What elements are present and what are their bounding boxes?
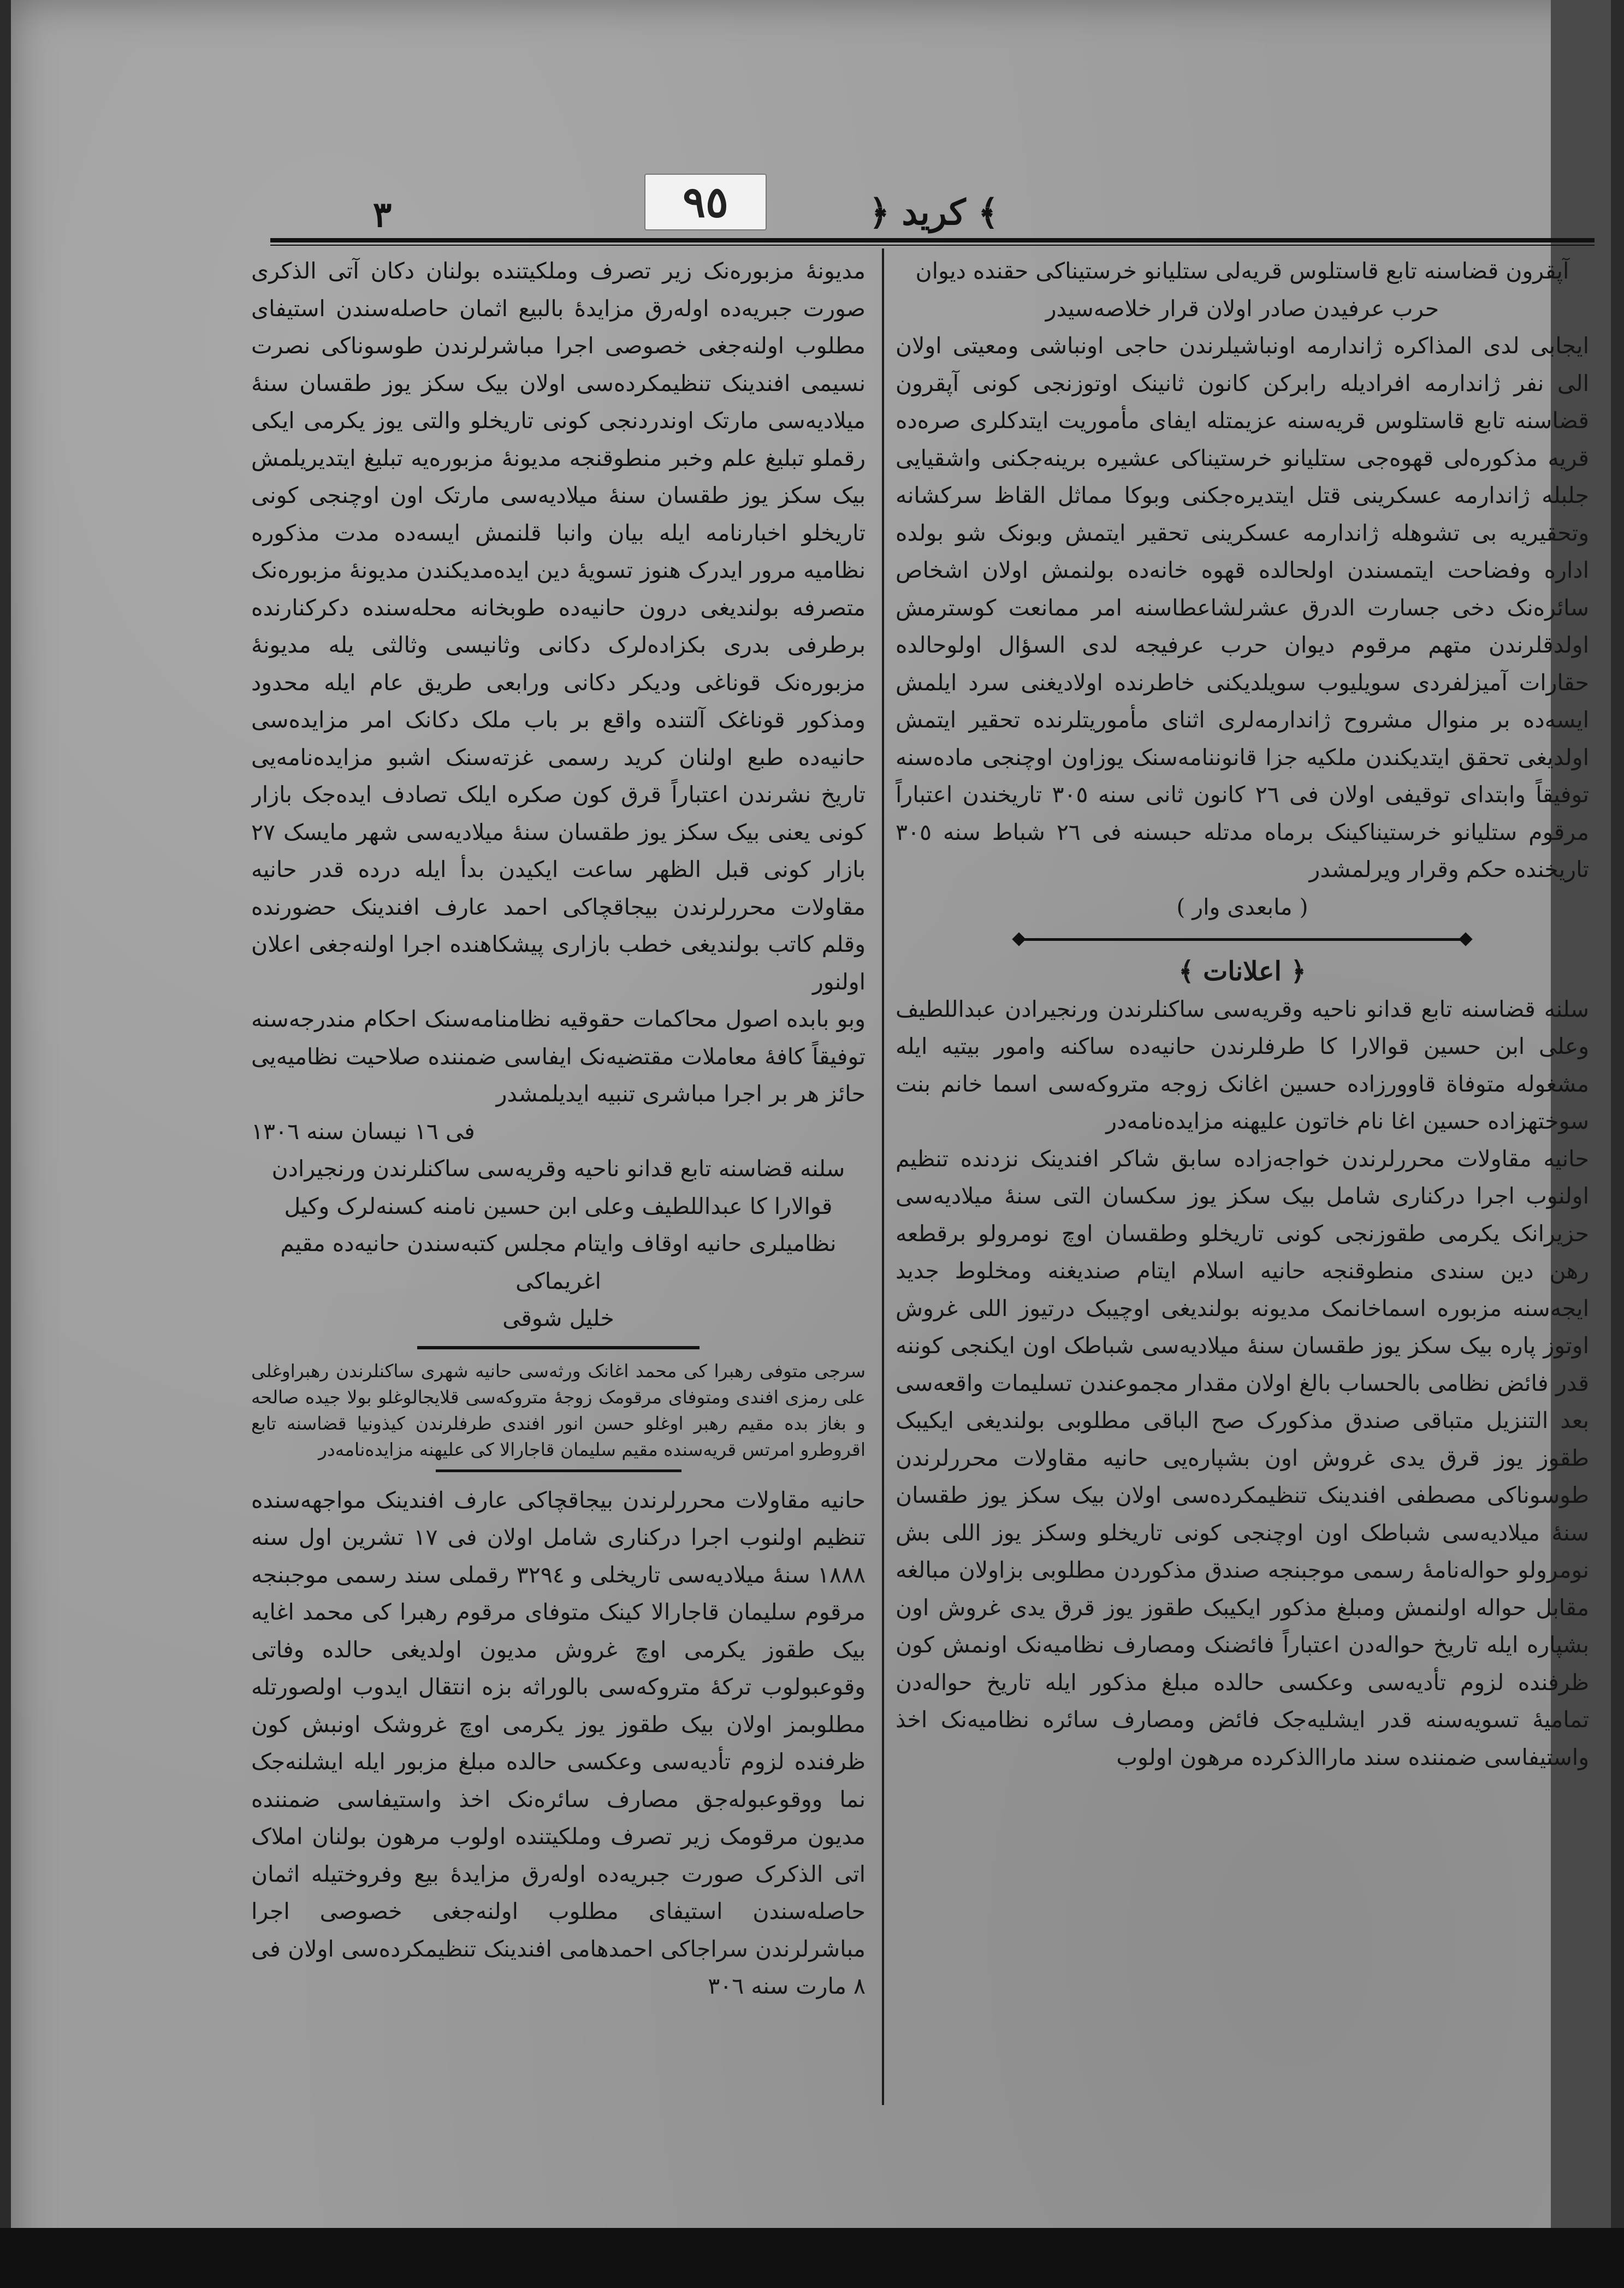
scan-bottom-edge	[0, 2228, 1624, 2288]
short-divider	[251, 1466, 866, 1476]
section-divider	[251, 1342, 866, 1354]
continued-note: ( مابعدی وار )	[1176, 893, 1308, 920]
ornament-divider	[896, 930, 1589, 949]
legal-note: وبو بابده اصول محاکمات حقوقیه نظامنامه‌سنک احکام مندرجه‌سنه توفیقاً کافهٔ معاملات مقتضیه‌نک ایفاسی ضمننده صلاحیت نظامیه‌یی حائز هر بر اجرا مباشری تنبیه ایدیلمشدر	[251, 1006, 866, 1107]
folio-label: ٩٥	[644, 174, 767, 230]
right-column	[896, 252, 1589, 2054]
page-number: ٣	[372, 194, 392, 235]
announcements-title: ﴿ اعلانات ﴾	[1178, 956, 1306, 987]
signatory: خلیل شوقی	[502, 1305, 614, 1331]
continuation-text: مدیونهٔ مزبوره‌نک زیر تصرف وملکیتنده بولنان دکان آتی الذکری صورت جبریه‌ده اوله‌رق مزایدهٔ بالبیع اثمان حاصله‌سندن استیفای مطلوب اولنه‌جغی خصوصی اجرا مباشرلرندن طوسوناکی نصرت نسیمی افندینک تنظیمکرده‌سی اولان بیک سکز یوز طقسان سنهٔ میلادیه‌سی مارتک اوندردنجی کونی تاریخلو والتی یوز یکرمی ایکی رقملو تبلیغ علم وخبر منطوقنجه مدیونهٔ مزبوره‌یه تبلیغ ایتدیریلمش بیک سکز یوز طقسان سنهٔ میلادیه‌سی مارتک اون اوچنجی کونی تاریخلو اخبارنامه ایله بیان وانبا قلنمش ایسه‌ده مدت مذکوره نظامیه مرور ایدرک هنوز تسویهٔ دین ایده‌مدیکندن مدیونهٔ مزبوره‌نک متصرفه بولندیغی درون حانیه‌ده طوبخانه محله‌سنده دکرکنارنده برطرفی بدری بکزاده‌لرک دکانی وثانیسی وثالثی یله مدیونهٔ مزبوره‌نک قوناغی ودیکر دکانی ورابعی طریق عام ایله محدود ومذکور قوناغک آلتنده واقع بر باب ملک دکانک امر مزایده‌سی حانیه‌ده طبع اولنان کرید رسمی غزته‌سنک اشبو مزایده‌نامه‌یی تاریخ نشرندن اعتباراً قرق کون صکره ایلک تصادف ایده‌جک بازار کونی یعنی بیک سکز یوز طقسان سنهٔ میلادیه‌سی شهر مایسک ٢٧ بازار کونی قبل الظهر ساعت ایکیدن بدأ ایله درده قدر حانیه مقاولات محررلرندن بیجاقچاکی احمد عارف افندینک حضورنده وقلم کاتب بولندیغی خطب بازاری پیشکاهنده اجرا اولنه‌جغی اعلان اولنور	[251, 258, 866, 995]
announcement-1: سلنه قضاسنه تابع قدانو ناحیه وقریه‌سی ساکنلرندن ورنجیرادن عبداللطیف وعلی ابن حسین قوالارا کا طرفلرندن حانیه‌ده ساکنه وامور بیتیه ایله مشغوله متوفاة قاوورزاده حسین اغانک زوجه متروکه‌سی اسما خانم بنت سوختهزاده حسین اغا نام خاتون علیهنه مزایده‌نامه‌در	[896, 995, 1589, 1134]
masthead-title: ﴾ كريد ﴿	[869, 192, 999, 233]
header-rule-thin	[270, 245, 1595, 246]
newspaper-page	[11, 0, 1611, 2288]
article-title: آپقرون قضاسنه تابع قاستلوس قریه‌لی ستلیانو خرستیناکی حقنده دیوان حرب عرفیدن صادر اولان قرار خلاصه‌سیدر	[915, 258, 1569, 322]
header-rule	[270, 238, 1595, 242]
left-column	[251, 252, 866, 2054]
date-line: فی ١٦ نیسان سنه ١٣٠٦	[251, 1118, 475, 1145]
announcement-2: حانیه مقاولات محررلرندن خواجه‌زاده سابق شاکر افندینک نزدنده تنظیم اولنوب اجرا درکناری شامل بیک سکز یوز سکسان التی سنهٔ میلادیه‌سی حزیرانک یکرمی طقوزنجی کونی تاریخلو وطقسان اوچ نومرولو برقطعه رهن دین سندی منطوقنجه حانیه اسلام ایتام صندیغنه ومخلوط جدید ایجه‌سنه مزبوره اسماخانمک مدیونه بولندیغی اوچیبک درتیوز اللی غروش اوتوز پاره بیک سکز یوز طقسان سنهٔ میلادیه‌سی شباطک اون ایکنجی کوننه قدر فائض نظامی بالحساب بالغ اولان مقدار مجموعندن تسلیمات واقعه‌سی بعد التنزیل متباقی صندق مذکورک صح الباقی مطلوبی بولندیغی ایکیبک طقوز یوز قرق یدی غروش اون بشپاره‌یی حانیه مقاولات محررلرندن طوسوناکی مصطفی افندینک تنظیمکرده‌سی اولان بیک سکز یوز طقسان سنهٔ میلادیه‌سی شباطک اون اوچنجی کونی تاریخلو وسکز یوز اللی بش نومرولو حواله‌نامهٔ رسمی موجبنجه صندق مذکوردن مطلوبی بزاولان مبالغه مقابل حواله اولنمش ومبلغ مذکور ایکیبک طقوز یوز قرق یدی غروش اون بشپاره ایله تاریخ حواله‌دن اعتباراً فائضنک ومصارف نظامیه‌نک اونمش کون ظرفنده لزوم تأدیه‌سی وعکسی حالده مبلغ مذکور ایله تاریخ حواله‌دن تمامیهٔ تسویه‌سنه قدر ایشلیه‌جک فائض ومصارف سائره نظامیه‌نک اخذ واستیفاسی ضمننده سند ماراالذکرده مرهون اولوب	[896, 1145, 1589, 1770]
signature-block: سلنه قضاسنه تابع قدانو ناحیه وقریه‌سی ساکنلرندن ورنجیرادن قوالارا کا عبداللطیف وعلی ابن حسین نامنه کسنه‌لرک وکیل نظامیلری حانیه اوقاف وایتام مجلس کتبه‌سندن حانیه‌ده مقیم اغریماکی	[271, 1155, 845, 1294]
column-divider	[882, 248, 884, 2105]
notice-2-intro: سرجی متوفی رهبرا کی محمد اغانک ورثه‌سی حانیه شهری ساکنلرندن رهبراوغلی علی رمزی افندی ومتوفای مرقومک زوجهٔ متروکه‌سی قلایجالوغلو بولا جیده صالحه و بغاز بده مقیم رهبر اوغلو حسن انور افندی طرفلرندن کیذونیا قضاسنه تابع اقروطرو امرتس قریه‌سنده مقیم سلیمان قاجارالا کی علیهنه مزایده‌نامه‌در	[251, 1360, 866, 1460]
article-body: ایجابی لدی المذاکره ژاندارمه اونباشیلرندن حاجی اونباشی ومعیتی اولان الی نفر ژاندارمه افرادیله رابرکن کانون ثانینک اوتوزنجی کونی آپقرون قضاسنه تابع قاستلوس قریه‌سنه عزیمتله ایفای مأموریت ایتدکلری صره‌ده قریه مذکوره‌لی قهوه‌جی ستلیانو خرستیناکی عشیره برینه‌جکنی واشقیایی جلبله ژاندارمه عسکرینی قتل ایتدیره‌جکنی وبوکا مماثل القاظ سرکشانه وتحقیریه بی تشوهله ژاندارمه عسکرینی تحقیر ایتمش وبونک شو بولده اداره وفضاحت ایتمسندن اولحالده قهوه خانه‌ده بولنمش اولان اشخاص سائره‌نک دخی جسارت الدرق عشرلشاعطاسنه امر ممانعت کوسترمش اولدقلرندن متهم مرقوم دیوان حرب عرفیجه لدی السؤال اولوحالده حقارات آمیزلفردی سویلیوب سویلدیکنی خاطرنده اولادیغنی سرد ایلمش ایسه‌ده بر منوال مشروح ژاندارمه‌لری اثنای مأموریتلرنده تحقیر ایتمش اولدیغی تحقق ایتدیکندن ملکیه جزا قانوننامه‌سنک یوزاون اوچنجی ماده‌سنه توفیقاً وابتدای توقیفی اولان فی ٢٦ کانون ثانی سنه ٣٠٥ تاریخندن اعتباراً مرقوم ستلیانو خرستیناکینک برماه مدتله حبسنه فی ٢٦ شباط سنه ٣٠٥ تاریخنده حکم وقرار ویرلمشدر	[896, 333, 1589, 882]
notice-2-body: حانیه مقاولات محررلرندن بیجاقچاکی عارف افندینک مواجهه‌سنده تنظیم اولنوب اجرا درکناری شامل اولان فی ١٧ تشرین اول سنه ١٨٨٨ سنهٔ میلادیه‌سی تاریخلی و ٣٢٩٤ رقملی سند رسمی موجبنجه مرقوم سلیمان قاجارالا کینک متوفای مرقوم رهبرا کی محمد اغایه بیک طقوز یکرمی اوچ غروش مدیون اولدیغی حالده وفاتی وقوعبولوب ترکهٔ متروکه‌سی بالوراثه بزه انتقال ایدوب اولصورتله مطلوبمز اولان بیک طقوز یوز یکرمی اوچ غروشک اونبش کون ظرفنده لزوم تأدیه‌سی وعکسی حالده مبلغ مزبور ایله ایشلنه‌جک نما ووقوعبوله‌جق مصارف سائره‌نک اخذ واستیفاسی ضمننده مدیون مرقومک زیر تصرف وملکیتنده اولوب مرهون بولنان املاک اتی الذکرک صورت جبریه‌ده اوله‌رق مزایدهٔ بیع وفروختیله اثمان حاصله‌سندن استیفای مطلوب اولنه‌جغی خصوصی اجرا مباشرلرندن سراجاکی احمدهامی افندینک تنظیمکرده‌سی اولان فی ٨ مارت سنه ٣٠٦	[251, 1486, 866, 1999]
